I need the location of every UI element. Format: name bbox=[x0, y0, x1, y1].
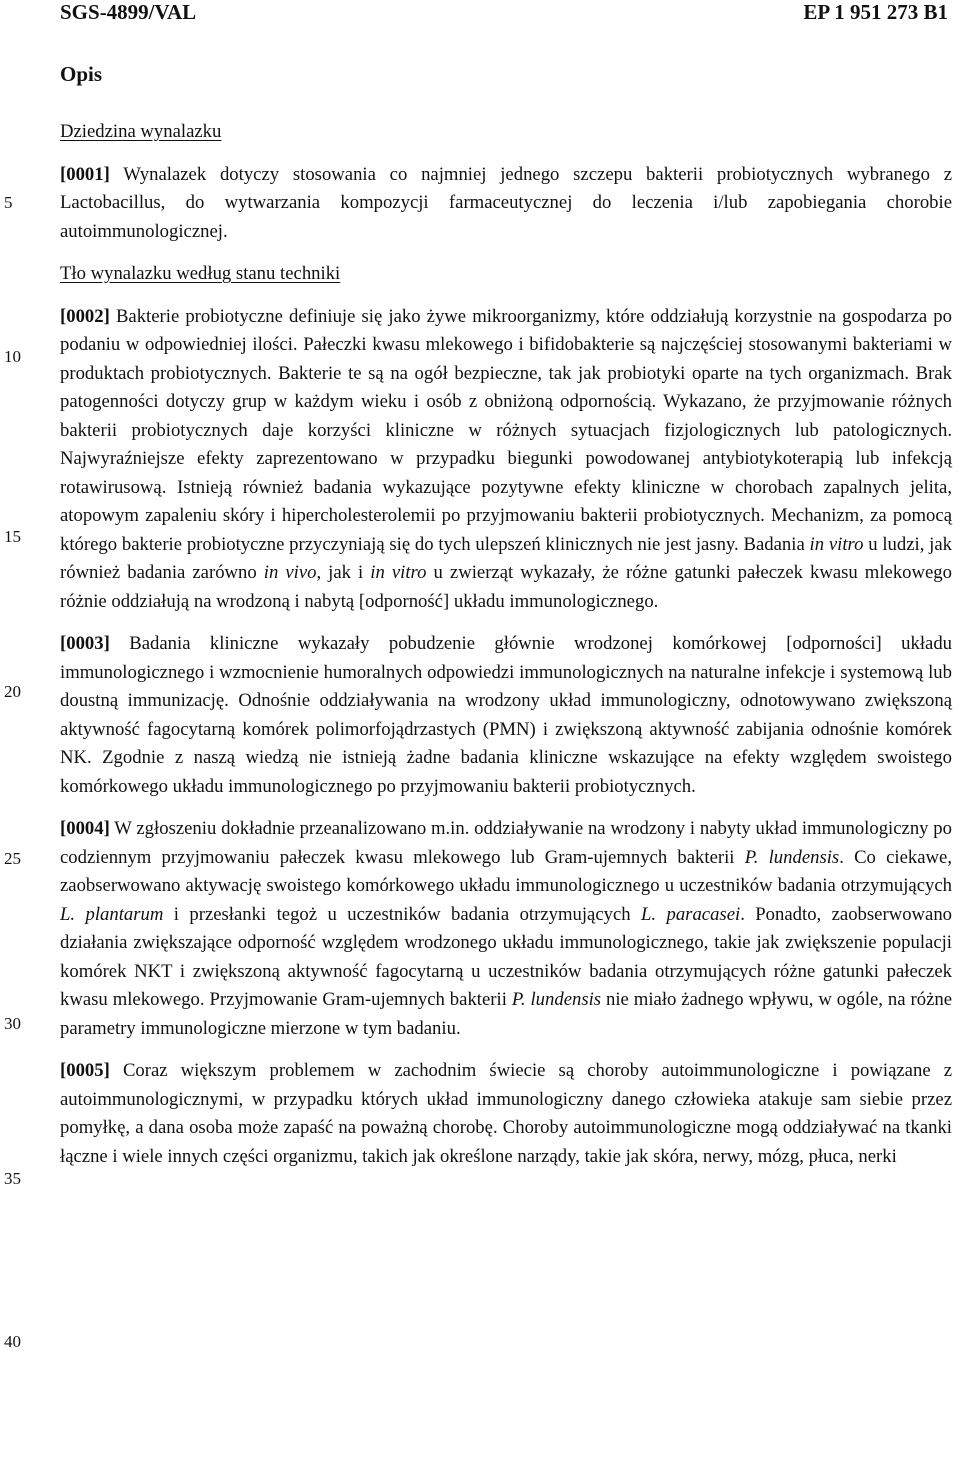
paragraph bbox=[60, 161, 952, 247]
paragraph-number: [0002] bbox=[60, 305, 110, 327]
italic-term: in vitro bbox=[809, 533, 864, 555]
text-run: u zwierząt wykazały, że różne gatunki pałeczek kwasu mlekowego różnie oddziałują na wrodzoną i nabytą [odporność] układu immunologicznego. bbox=[60, 562, 952, 612]
paragraph-text bbox=[60, 306, 952, 612]
paragraph bbox=[60, 1057, 952, 1171]
section-title: Opis bbox=[60, 62, 103, 86]
italic-term: P. lundensis bbox=[511, 989, 602, 1010]
paragraph-text bbox=[60, 164, 952, 242]
italic-term: L. paracasei bbox=[641, 903, 741, 925]
paragraph bbox=[60, 630, 952, 801]
paragraph-number: [0001] bbox=[60, 163, 110, 185]
italic-term: in vivo bbox=[263, 562, 317, 583]
italic-term: P. lundensis bbox=[744, 846, 840, 868]
document-reference: SGS-4899/VAL bbox=[60, 0, 197, 24]
paragraph-text bbox=[60, 633, 952, 797]
text-run: Bakterie probiotyczne definiuje się jako żywe mikroorganizmy, które oddziałują korzystnie na gospodarza po podaniu w odpowiedniej ilości. Pałeczki kwasu mlekowego i bifidobakterie są najczęściej stosowanymi bakteriami w produktach probiotycznych. Bakterie te są na ogół bezpieczne, tak jak probiotyki oparte na tych organizmach. Brak patogenności dotyczy grup w każdym wieku i osób z obniżoną odpornością. Wykazano, że przyjmowanie różnych bakterii probiotycznych daje korzyści kliniczne w różnych sytuacjach fizjologicznych lub patologicznych. Najwyraźniejsze efekty zaprezentowano w przypadku biegunki powodowanej antybiotykoterapią lub infekcją rotawirusową. Istnieją również badania wykazujące pozytywne efekty kliniczne w chorobach zapalnych jelita, atopowym zapaleniu skóry i hipercholesterolemii po przyjmowaniu bakterii probiotycznych. Mechanizm, za pomocą którego bakterie probiotyczne przyczyniają się do tych ulepszeń klinicznych nie jest jasny. Badania bbox=[60, 305, 952, 555]
section-heading: Dziedzina wynalazku bbox=[60, 121, 222, 142]
text-run: nie miało żadnego wpływu, w ogóle, na różne parametry immunologiczne mierzone w tym badaniu. bbox=[60, 989, 953, 1039]
line-number: 40 bbox=[4, 1332, 21, 1351]
italic-term: in vitro bbox=[370, 562, 427, 583]
text-run: , jak i bbox=[316, 562, 371, 583]
line-number: 10 bbox=[4, 347, 21, 366]
paragraph-number: [0003] bbox=[60, 633, 110, 654]
text-run: u ludzi, jak również badania zarówno bbox=[60, 533, 952, 583]
line-number: 20 bbox=[4, 682, 21, 701]
paragraph bbox=[60, 303, 952, 617]
document-body bbox=[60, 118, 952, 1185]
line-number: 35 bbox=[4, 1169, 21, 1188]
text-run: . Co ciekawe, zaobserwowano aktywację swoistego komórkowego układu immunologicznego u uczestników badania otrzymujących bbox=[60, 846, 952, 896]
patent-number: EP 1 951 273 B1 bbox=[803, 0, 948, 24]
italic-term: L. plantarum bbox=[60, 903, 164, 925]
paragraph bbox=[60, 815, 952, 1043]
line-number: 25 bbox=[4, 849, 21, 868]
text-run: . Ponadto, zaobserwowano działania zwiększające odporność względem wrodzonego układu immunologicznego, takie jak zwiększenie populacji komórek NKT i zwiększoną aktywność fagocytarną u uczestników badania otrzymujących różne gatunki pałeczek kwasu mlekowego. Przyjmowanie Gram-ujemnych bakterii bbox=[60, 903, 953, 1010]
text-run: Wynalazek dotyczy stosowania co najmniej jednego szczepu bakterii probiotycznych wybranego z Lactobacillus, do wytwarzania kompozycji farmaceutycznej do leczenia i/lub zapobiegania chorobie autoimmunologicznej. bbox=[60, 163, 952, 242]
paragraph-text bbox=[60, 1060, 952, 1167]
line-number: 30 bbox=[4, 1014, 21, 1033]
paragraph-text bbox=[60, 818, 952, 1039]
paragraph-number: [0004] bbox=[60, 818, 110, 839]
line-number: 5 bbox=[4, 193, 13, 212]
text-run: Badania kliniczne wykazały pobudzenie głównie wrodzonej komórkowej [odporności] układu immunologicznego i wzmocnienie humoralnych odpowiedzi immunologicznych na naturalne infekcje i systemową lub doustną immunizację. Odnośnie oddziaływania na wrodzony układ immunologiczny, odnotowywano zwiększoną aktywność fagocytarną komórek polimorfojądrzastych (PMN) i zwiększoną aktywność zabijania odnośnie komórek NK. Zgodnie z naszą wiedzą nie istnieją żadne badania kliniczne wskazujące na efekty względem swoistego komórkowego układu immunologicznego po przyjmowaniu bakterii probiotycznych. bbox=[60, 633, 953, 797]
line-number: 15 bbox=[4, 527, 21, 546]
section-heading: Tło wynalazku według stanu techniki bbox=[60, 263, 341, 284]
text-run: Coraz większym problemem w zachodnim świecie są choroby autoimmunologiczne i powiązane z autoimmunologicznymi, w przypadku których układ immunologiczny danego człowieka atakuje sam siebie przez pomyłkę, a dana osoba może zapaść na poważną chorobę. Choroby autoimmunologiczne mogą oddziaływać na tkanki łączne i wiele innych części organizmu, takich jak określone narządy, takie jak skóra, nerwy, mózg, płuca, nerki bbox=[60, 1060, 953, 1167]
paragraph-number: [0005] bbox=[60, 1060, 110, 1081]
text-run: W zgłoszeniu dokładnie przeanalizowano m.in. oddziaływanie na wrodzony i nabyty układ immunologiczny po codziennym przyjmowaniu pałeczek kwasu mlekowego lub Gram-ujemnych bakterii bbox=[60, 818, 952, 868]
text-run: i przesłanki tegoż u uczestników badania otrzymujących bbox=[163, 903, 642, 925]
